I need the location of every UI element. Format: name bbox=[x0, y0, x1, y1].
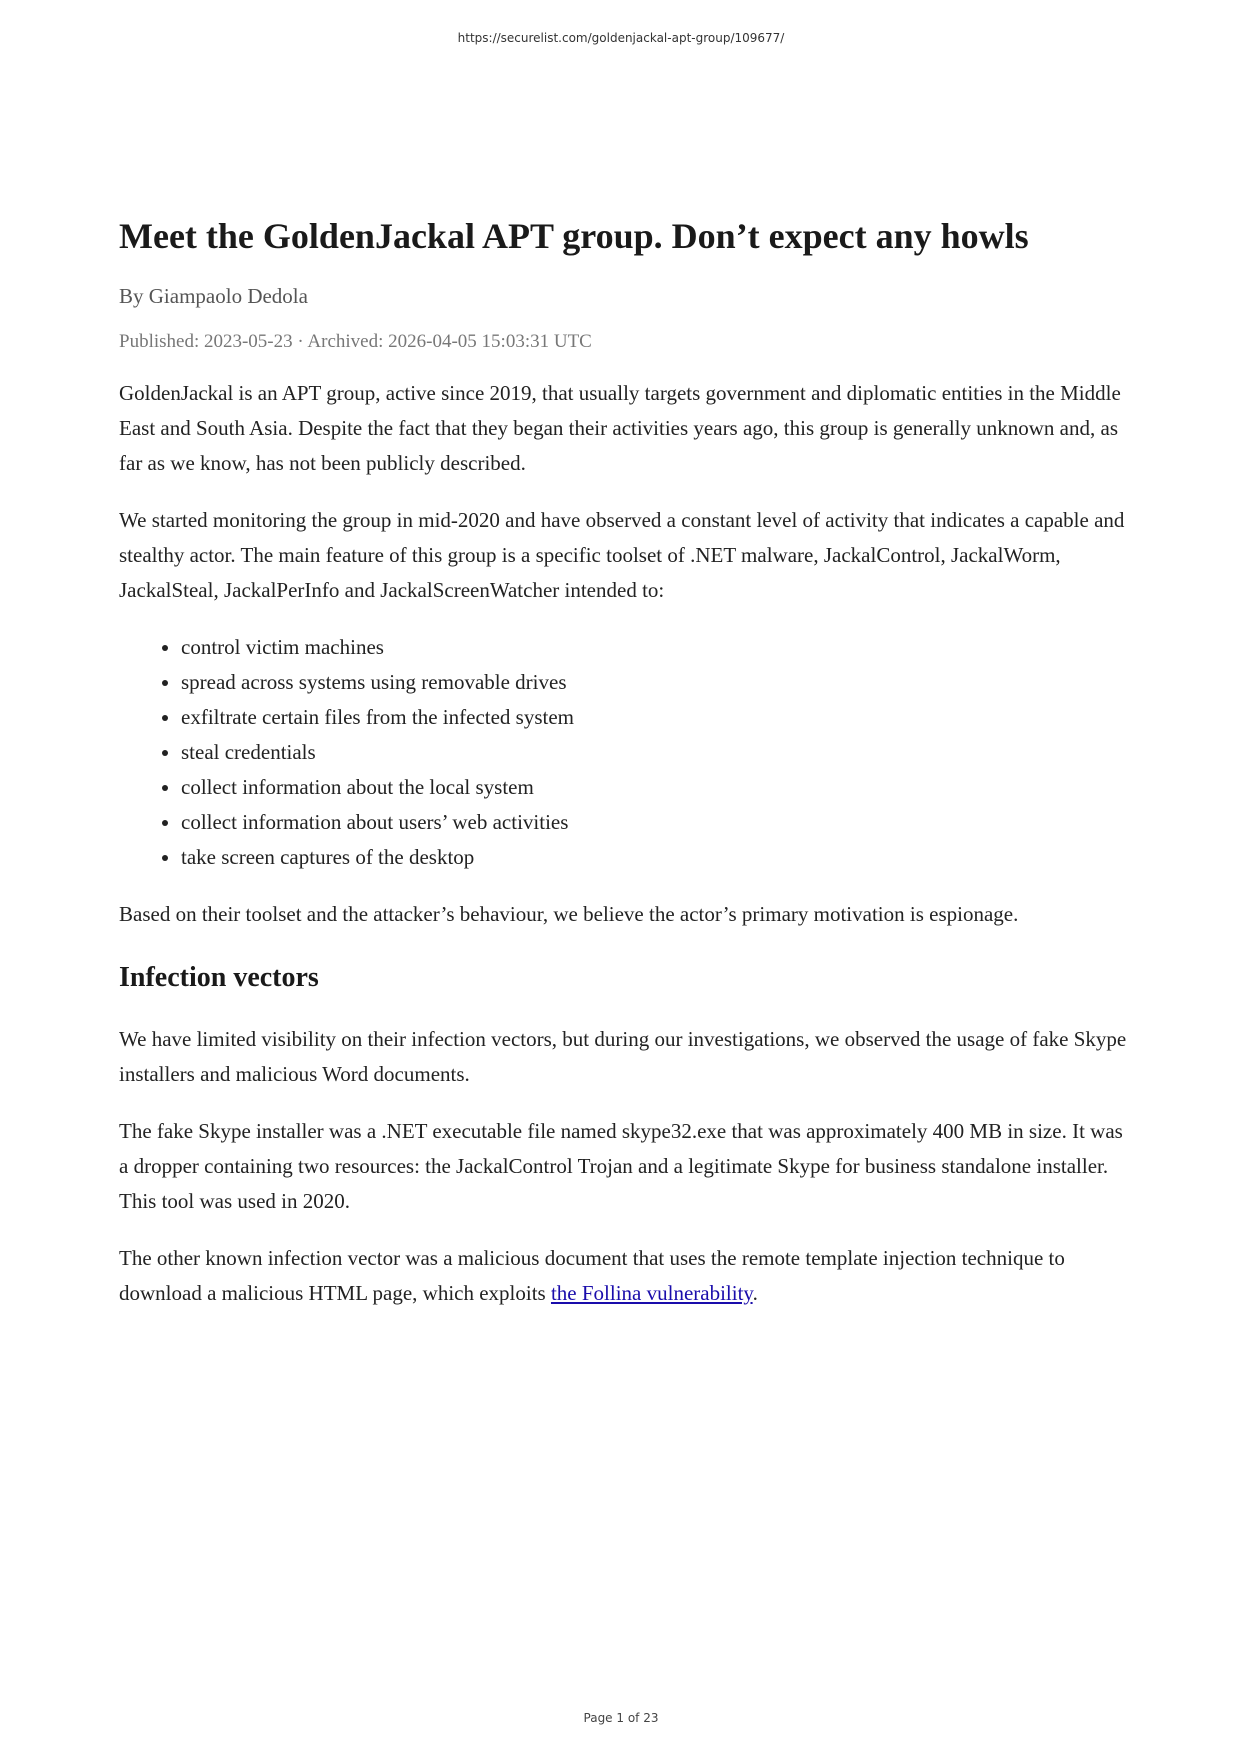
article-meta: Published: 2023-05-23 · Archived: 2026-04-05 15:03:31 UTC bbox=[119, 331, 592, 352]
list-item: • take screen captures of the desktop bbox=[181, 840, 1129, 875]
section-paragraph: The fake Skype installer was a .NET executable file named skype32.exe that was approximately 400 MB in size. It was a dropper containing two resources: the JackalControl Trojan and a legitimate Skype for business standalone installer. This tool was used in 2020. bbox=[119, 1119, 1123, 1213]
list-item: • steal credentials bbox=[181, 735, 1129, 770]
article-title: Meet the GoldenJackal APT group. Don’t expect any howls bbox=[119, 216, 1029, 256]
follina-paragraph bbox=[119, 1241, 1129, 1311]
follina-paragraph-end: . bbox=[752, 1281, 758, 1305]
section-heading: Infection vectors bbox=[119, 962, 319, 993]
section-paragraph: We have limited visibility on their infection vectors, but during our investigations, we observed the usage of fake Skype installers and malicious Word documents. bbox=[119, 1027, 1127, 1086]
follina-paragraph-text: The other known infection vector was a malicious document that uses the remote template injection technique to download a malicious HTML page, which exploits bbox=[119, 1246, 1065, 1305]
intro-paragraph: GoldenJackal is an APT group, active since 2019, that usually targets government and diplomatic entities in the Middle East and South Asia. Despite the fact that they began their activities years ago, this group is generally unknown and, as far as we know, has not been publicly described. bbox=[119, 381, 1121, 475]
list-item: • control victim machines bbox=[181, 630, 1129, 665]
list-item: • exfiltrate certain files from the infected system bbox=[181, 700, 1129, 735]
follina-vulnerability-link[interactable]: the Follina vulnerability bbox=[550, 1281, 753, 1305]
list-item: • collect information about the local system bbox=[181, 770, 1129, 805]
list-item: • spread across systems using removable drives bbox=[181, 665, 1129, 700]
conclusion-paragraph: Based on their toolset and the attacker’s behaviour, we believe the actor’s primary motivation is espionage. bbox=[119, 902, 1019, 926]
toolset-paragraph: We started monitoring the group in mid-2020 and have observed a constant level of activity that indicates a capable and stealthy actor. The main feature of this group is a specific toolset of .NET malware, JackalControl, JackalWorm, JackalSteal, JackalPerInfo and JackalScreenWatcher intended to: bbox=[119, 508, 1125, 602]
list-item: • collect information about users’ web activities bbox=[181, 805, 1129, 840]
article-byline: By Giampaolo Dedola bbox=[119, 284, 308, 308]
article bbox=[119, 212, 1129, 1311]
capabilities-list bbox=[119, 630, 1129, 875]
page-url-header: https://securelist.com/goldenjackal-apt-group/109677/ bbox=[457, 31, 785, 45]
page-number: Page 1 of 23 bbox=[583, 1711, 659, 1725]
